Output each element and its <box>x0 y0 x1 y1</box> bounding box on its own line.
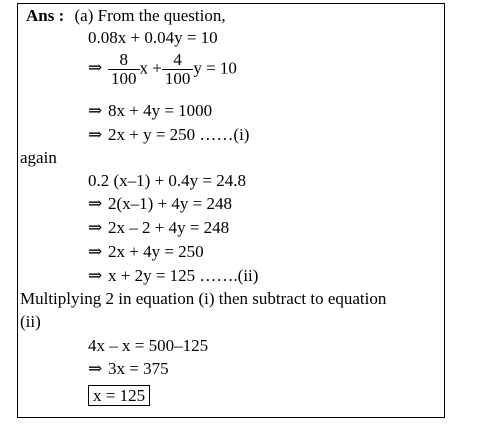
fraction-8-over-100 <box>108 51 140 88</box>
multiply-instruction-cont: (ii) <box>20 312 41 331</box>
fraction-numerator: 8 <box>108 51 140 70</box>
fraction-tail-text: y = 10 <box>193 58 237 78</box>
final-result <box>88 386 150 406</box>
equation-line-fraction <box>88 51 237 88</box>
equation-line-3 <box>88 101 212 121</box>
implies-arrow: ⇒ <box>88 101 103 120</box>
equation-text: 3x = 375 <box>108 359 169 378</box>
equation-text: 2x – 2 + 4y = 248 <box>108 218 230 237</box>
fraction-denominator: 100 <box>164 69 191 88</box>
equation-line-7 <box>88 218 229 238</box>
part-label: (a) From the question, <box>74 6 226 25</box>
implies-arrow: ⇒ <box>88 125 103 144</box>
equation-text: 2x + 4y = 250 <box>108 242 204 261</box>
equation-line-6 <box>88 194 232 214</box>
equation-line-10: 4x – x = 500–125 <box>88 336 209 355</box>
implies-arrow: ⇒ <box>88 58 103 78</box>
equation-line-9 <box>88 266 258 286</box>
fraction-numerator: 4 <box>162 51 194 70</box>
ans-label: Ans : <box>26 6 65 25</box>
again-label: again <box>20 148 57 167</box>
boxed-result: x = 125 <box>88 385 150 406</box>
equation-line-8 <box>88 242 204 262</box>
answer-header <box>26 6 226 26</box>
fraction-middle-text: x + <box>139 58 162 78</box>
implies-arrow: ⇒ <box>88 194 103 213</box>
equation-text: 2x + y = 250 ……(i) <box>108 125 250 144</box>
fraction-4-over-100 <box>162 51 194 88</box>
implies-arrow: ⇒ <box>88 359 103 378</box>
implies-arrow: ⇒ <box>88 218 103 237</box>
equation-line-1: 0.08x + 0.04y = 10 <box>88 28 218 47</box>
implies-arrow: ⇒ <box>88 242 103 261</box>
equation-text: 8x + 4y = 1000 <box>108 101 213 120</box>
equation-text: x + 2y = 125 …….(ii) <box>108 266 259 285</box>
equation-line-5: 0.2 (x–1) + 0.4y = 24.8 <box>88 171 246 190</box>
fraction-denominator: 100 <box>111 69 137 88</box>
multiply-instruction: Multiplying 2 in equation (i) then subtract to equation <box>20 289 387 308</box>
implies-arrow: ⇒ <box>88 266 103 285</box>
equation-line-4 <box>88 125 249 145</box>
equation-line-11 <box>88 359 169 379</box>
equation-text: 2(x–1) + 4y = 248 <box>108 194 232 213</box>
